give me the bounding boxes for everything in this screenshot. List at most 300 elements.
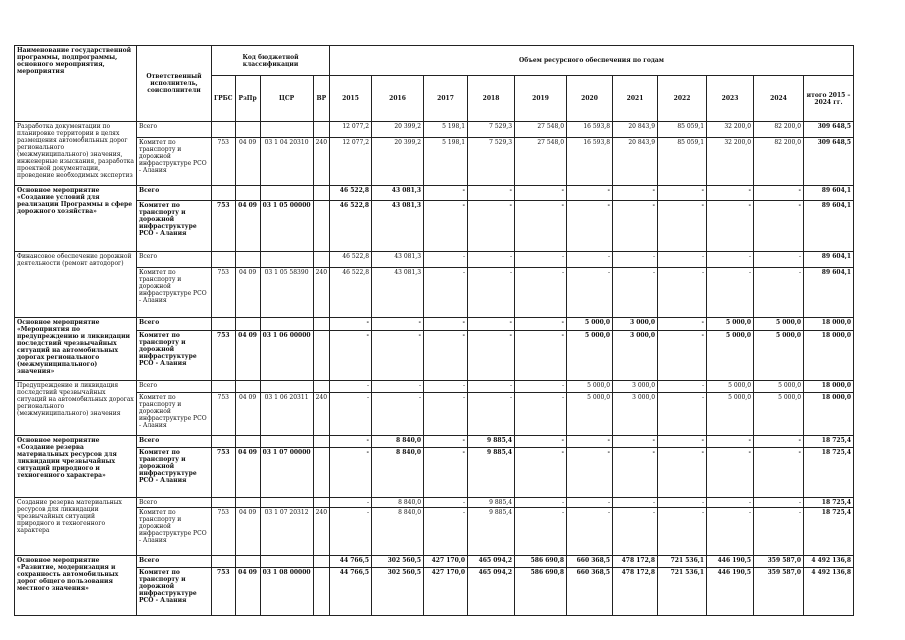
value-cell: 7 529,3 [468, 122, 515, 138]
value-cell: - [613, 186, 658, 201]
value-cell: 9 885,4 [468, 498, 515, 508]
value-cell: 660 368,5 [567, 556, 613, 568]
value-cell: - [515, 393, 567, 436]
value-cell: 85 059,1 [658, 138, 707, 186]
code-cell-empty [235, 186, 260, 201]
value-cell: - [424, 252, 468, 268]
vr-cell: 240 [313, 138, 329, 186]
code-cell-empty [260, 318, 313, 331]
value-cell: 446 190,5 [707, 568, 754, 616]
value-cell: 9 885,4 [468, 436, 515, 448]
value-cell: - [707, 201, 754, 252]
grbs-cell: 753 [212, 568, 236, 616]
csr-cell: 03 1 07 20312 [260, 508, 313, 556]
value-cell: - [613, 436, 658, 448]
code-cell-empty [212, 436, 236, 448]
value-cell: - [468, 201, 515, 252]
row-executor-all: Всего [137, 436, 212, 448]
value-cell: 478 172,8 [613, 568, 658, 616]
value-cell: 478 172,8 [613, 556, 658, 568]
code-cell-empty [235, 436, 260, 448]
code-cell-empty [260, 498, 313, 508]
header-total: итого 2015 – 2024 гг. [804, 76, 854, 122]
value-cell: - [515, 498, 567, 508]
value-cell: 46 522,8 [330, 268, 372, 318]
header-grbs: ГРБС [212, 76, 236, 122]
total-cell: 18 000,0 [804, 381, 854, 393]
value-cell: - [707, 448, 754, 498]
row-executor: Комитет по транспорту и дорожной инфраструктуре РСО - Алания [137, 448, 212, 498]
vr-cell: 240 [313, 508, 329, 556]
value-cell: - [658, 252, 707, 268]
value-cell: - [515, 448, 567, 498]
grbs-cell: 753 [212, 448, 236, 498]
vr-cell: 240 [313, 393, 329, 436]
value-cell: - [468, 318, 515, 331]
value-cell: - [424, 381, 468, 393]
value-cell: 5 000,0 [707, 381, 754, 393]
value-cell: - [330, 381, 372, 393]
value-cell: 586 690,8 [515, 556, 567, 568]
value-cell: 85 059,1 [658, 122, 707, 138]
value-cell: 5 000,0 [754, 318, 804, 331]
value-cell: - [567, 201, 613, 252]
value-cell: - [468, 393, 515, 436]
value-cell: 586 690,8 [515, 568, 567, 616]
code-cell-empty [212, 186, 236, 201]
row-executor-all: Всего [137, 381, 212, 393]
value-cell: 446 190,5 [707, 556, 754, 568]
row-name: Создание резерва материальных ресурсов для ликвидации чрезвычайных ситуаций природного и техногенного характера [15, 498, 137, 556]
value-cell: - [658, 381, 707, 393]
value-cell: - [658, 448, 707, 498]
total-cell: 18 000,0 [804, 393, 854, 436]
table-row [15, 498, 854, 508]
code-cell-empty [313, 122, 329, 138]
total-cell: 89 604,1 [804, 268, 854, 318]
value-cell: 46 522,8 [330, 252, 372, 268]
row-executor-all: Всего [137, 252, 212, 268]
code-cell-empty [235, 122, 260, 138]
total-cell: 18 000,0 [804, 331, 854, 381]
value-cell: 3 000,0 [613, 381, 658, 393]
total-cell: 89 604,1 [804, 252, 854, 268]
row-executor-all: Всего [137, 556, 212, 568]
total-cell: 18 000,0 [804, 318, 854, 331]
value-cell: - [330, 498, 372, 508]
rzpr-cell: 04 09 [235, 138, 260, 186]
vr-cell [313, 568, 329, 616]
value-cell: 5 000,0 [754, 381, 804, 393]
value-cell: - [372, 381, 424, 393]
header-name: Наименование государственной программы, подпрограммы, основного мероприятия, мероприятия [15, 46, 137, 122]
value-cell: 20 843,9 [613, 122, 658, 138]
rzpr-cell: 04 09 [235, 201, 260, 252]
value-cell: 5 198,1 [424, 138, 468, 186]
value-cell: - [330, 393, 372, 436]
code-cell-empty [260, 122, 313, 138]
row-executor: Комитет по транспорту и дорожной инфраструктуре РСО - Алания [137, 138, 212, 186]
total-cell: 89 604,1 [804, 201, 854, 252]
row-executor: Комитет по транспорту и дорожной инфраструктуре РСО - Алания [137, 331, 212, 381]
table-row [15, 138, 854, 186]
row-executor: Комитет по транспорту и дорожной инфраструктуре РСО - Алания [137, 201, 212, 252]
value-cell: 5 000,0 [567, 331, 613, 381]
value-cell: 12 077,2 [330, 138, 372, 186]
header-row-1 [15, 46, 854, 76]
value-cell: - [754, 186, 804, 201]
value-cell: 82 200,0 [754, 138, 804, 186]
value-cell: - [658, 393, 707, 436]
value-cell: - [372, 318, 424, 331]
value-cell: - [372, 331, 424, 381]
value-cell: 44 766,5 [330, 568, 372, 616]
code-cell-empty [313, 252, 329, 268]
code-cell-empty [313, 186, 329, 201]
table-row [15, 201, 854, 252]
vr-cell [313, 448, 329, 498]
value-cell: 8 840,0 [372, 508, 424, 556]
table-row [15, 381, 854, 393]
csr-cell: 03 1 05 58390 [260, 268, 313, 318]
value-cell: 5 000,0 [707, 331, 754, 381]
row-executor-all: Всего [137, 498, 212, 508]
table-row [15, 186, 854, 201]
value-cell: - [515, 318, 567, 331]
table-row [15, 508, 854, 556]
value-cell: 660 368,5 [567, 568, 613, 616]
value-cell: 3 000,0 [613, 318, 658, 331]
value-cell: 5 000,0 [567, 318, 613, 331]
value-cell: 5 000,0 [567, 393, 613, 436]
value-cell: - [707, 498, 754, 508]
rzpr-cell: 04 09 [235, 331, 260, 381]
csr-cell: 03 1 06 20311 [260, 393, 313, 436]
total-cell: 18 725,4 [804, 508, 854, 556]
table-row [15, 556, 854, 568]
value-cell: - [707, 436, 754, 448]
table-row [15, 436, 854, 448]
code-cell-empty [235, 318, 260, 331]
value-cell: - [330, 436, 372, 448]
vr-cell [313, 331, 329, 381]
grbs-cell: 753 [212, 138, 236, 186]
total-cell: 4 492 136,8 [804, 568, 854, 616]
row-executor-all: Всего [137, 318, 212, 331]
value-cell: 9 885,4 [468, 448, 515, 498]
budget-table [14, 45, 854, 616]
value-cell: - [567, 498, 613, 508]
value-cell: 43 081,3 [372, 252, 424, 268]
value-cell: - [613, 252, 658, 268]
value-cell: 46 522,8 [330, 201, 372, 252]
code-cell-empty [235, 498, 260, 508]
total-cell: 4 492 136,8 [804, 556, 854, 568]
value-cell: 32 200,0 [707, 122, 754, 138]
value-cell: - [567, 436, 613, 448]
value-cell: 16 593,8 [567, 138, 613, 186]
grbs-cell: 753 [212, 268, 236, 318]
value-cell: - [754, 268, 804, 318]
value-cell: 465 094,2 [468, 556, 515, 568]
value-cell: - [658, 508, 707, 556]
total-cell: 18 725,4 [804, 436, 854, 448]
row-name: Основное мероприятие «Мероприятия по предупреждению и ликвидации последствий чрезвычайных ситуаций на автомобильных дорогах регионального (межмуниципального) значения» [15, 318, 137, 381]
value-cell: 3 000,0 [613, 331, 658, 381]
value-cell: - [754, 252, 804, 268]
code-cell-empty [313, 318, 329, 331]
value-cell: 9 885,4 [468, 508, 515, 556]
value-cell: - [567, 186, 613, 201]
value-cell: - [707, 252, 754, 268]
value-cell: - [754, 201, 804, 252]
row-executor-all: Всего [137, 186, 212, 201]
value-cell: - [424, 201, 468, 252]
value-cell: - [468, 381, 515, 393]
value-cell: - [515, 268, 567, 318]
value-cell: 32 200,0 [707, 138, 754, 186]
value-cell: 427 170,0 [424, 556, 468, 568]
code-cell-empty [313, 498, 329, 508]
table-row [15, 393, 854, 436]
csr-cell: 03 1 05 00000 [260, 201, 313, 252]
value-cell: - [515, 331, 567, 381]
value-cell: - [330, 318, 372, 331]
value-cell: - [613, 268, 658, 318]
value-cell: - [515, 436, 567, 448]
value-cell: - [372, 393, 424, 436]
code-cell-empty [235, 381, 260, 393]
value-cell: - [468, 331, 515, 381]
row-executor: Комитет по транспорту и дорожной инфраструктуре РСО - Алания [137, 508, 212, 556]
grbs-cell: 753 [212, 508, 236, 556]
rzpr-cell: 04 09 [235, 508, 260, 556]
table-row [15, 268, 854, 318]
value-cell: - [515, 508, 567, 556]
value-cell: 27 548,0 [515, 122, 567, 138]
total-cell: 18 725,4 [804, 498, 854, 508]
header-year: 2019 [515, 76, 567, 122]
row-executor: Комитет по транспорту и дорожной инфраструктуре РСО - Алания [137, 568, 212, 616]
table-row [15, 122, 854, 138]
code-cell-empty [313, 381, 329, 393]
value-cell: 46 522,8 [330, 186, 372, 201]
value-cell: - [567, 268, 613, 318]
csr-cell: 03 1 04 20310 [260, 138, 313, 186]
value-cell: 43 081,3 [372, 268, 424, 318]
rzpr-cell: 04 09 [235, 448, 260, 498]
rzpr-cell: 04 09 [235, 393, 260, 436]
csr-cell: 03 1 06 00000 [260, 331, 313, 381]
vr-cell [313, 201, 329, 252]
header-executor: Ответственный исполнитель, соисполнители [137, 46, 212, 122]
table-row [15, 318, 854, 331]
value-cell: 721 536,1 [658, 556, 707, 568]
value-cell: 8 840,0 [372, 498, 424, 508]
value-cell: 16 593,8 [567, 122, 613, 138]
value-cell: - [567, 448, 613, 498]
csr-cell: 03 1 08 00000 [260, 568, 313, 616]
value-cell: - [424, 318, 468, 331]
value-cell: - [515, 201, 567, 252]
value-cell: - [567, 508, 613, 556]
value-cell: - [613, 448, 658, 498]
value-cell: 359 587,0 [754, 568, 804, 616]
row-executor-all: Всего [137, 122, 212, 138]
value-cell: - [424, 498, 468, 508]
value-cell: - [468, 252, 515, 268]
value-cell: 20 399,2 [372, 122, 424, 138]
row-name: Предупреждение и ликвидация последствий чрезвычайных ситуаций на автомобильных дорогах регионального (межмуниципального) значения [15, 381, 137, 436]
value-cell: - [613, 508, 658, 556]
value-cell: - [613, 201, 658, 252]
value-cell: - [658, 436, 707, 448]
value-cell: - [754, 498, 804, 508]
value-cell: 302 560,5 [372, 568, 424, 616]
value-cell: - [658, 318, 707, 331]
value-cell: - [424, 436, 468, 448]
total-cell: 89 604,1 [804, 186, 854, 201]
value-cell: - [754, 508, 804, 556]
value-cell: 20 399,2 [372, 138, 424, 186]
value-cell: - [658, 201, 707, 252]
value-cell: - [515, 186, 567, 201]
row-name: Финансовое обеспечение дорожной деятельности (ремонт автодорог) [15, 252, 137, 318]
value-cell: - [658, 498, 707, 508]
value-cell: - [613, 498, 658, 508]
grbs-cell: 753 [212, 201, 236, 252]
value-cell: 5 000,0 [754, 393, 804, 436]
value-cell: 302 560,5 [372, 556, 424, 568]
value-cell: - [515, 381, 567, 393]
code-cell-empty [212, 556, 236, 568]
table-row [15, 252, 854, 268]
row-executor: Комитет по транспорту и дорожной инфраструктуре РСО - Алания [137, 268, 212, 318]
value-cell: - [707, 508, 754, 556]
header-resources: Объем ресурсного обеспечения по годам [330, 46, 854, 76]
value-cell: - [424, 268, 468, 318]
code-cell-empty [235, 556, 260, 568]
value-cell: 27 548,0 [515, 138, 567, 186]
value-cell: - [754, 436, 804, 448]
value-cell: - [754, 448, 804, 498]
code-cell-empty [212, 381, 236, 393]
header-year: 2023 [707, 76, 754, 122]
table-row [15, 448, 854, 498]
rzpr-cell: 04 09 [235, 268, 260, 318]
value-cell: 44 766,5 [330, 556, 372, 568]
header-budget-code: Код бюджетной классификации [212, 46, 330, 76]
value-cell: 5 198,1 [424, 122, 468, 138]
row-name: Разработка документации по планировке территории в целях размещения автомобильных дорог регионального (межмуниципального) значения, инженерные изыскания, разработка проектной документации, проведение необходимых экспертиз [15, 122, 137, 186]
table-body [15, 122, 854, 616]
header-year: 2020 [567, 76, 613, 122]
value-cell: 5 000,0 [707, 318, 754, 331]
total-cell: 18 725,4 [804, 448, 854, 498]
value-cell: 465 094,2 [468, 568, 515, 616]
value-cell: - [658, 331, 707, 381]
header-year: 2021 [613, 76, 658, 122]
value-cell: 427 170,0 [424, 568, 468, 616]
value-cell: - [330, 331, 372, 381]
value-cell: - [424, 186, 468, 201]
code-cell-empty [313, 556, 329, 568]
header-rzpr: РзПр [235, 76, 260, 122]
value-cell: 359 587,0 [754, 556, 804, 568]
row-executor: Комитет по транспорту и дорожной инфраструктуре РСО - Алания [137, 393, 212, 436]
value-cell: 20 843,9 [613, 138, 658, 186]
value-cell: - [658, 186, 707, 201]
value-cell: 43 081,3 [372, 201, 424, 252]
header-csr: ЦСР [260, 76, 313, 122]
table-row [15, 331, 854, 381]
table-row [15, 568, 854, 616]
vr-cell: 240 [313, 268, 329, 318]
value-cell: 3 000,0 [613, 393, 658, 436]
value-cell: - [468, 268, 515, 318]
value-cell: 12 077,2 [330, 122, 372, 138]
header-year: 2016 [372, 76, 424, 122]
value-cell: 43 081,3 [372, 186, 424, 201]
value-cell: 721 536,1 [658, 568, 707, 616]
code-cell-empty [260, 556, 313, 568]
header-year: 2024 [754, 76, 804, 122]
row-name: Основное мероприятие «Развитие, модернизация и сохранность автомобильных дорог общего пользования местного значения» [15, 556, 137, 616]
value-cell: - [330, 448, 372, 498]
value-cell: 5 000,0 [707, 393, 754, 436]
value-cell: - [424, 508, 468, 556]
code-cell-empty [260, 436, 313, 448]
header-year: 2018 [468, 76, 515, 122]
header-vr: ВР [313, 76, 329, 122]
csr-cell: 03 1 07 00000 [260, 448, 313, 498]
header-year: 2017 [424, 76, 468, 122]
row-name: Основное мероприятие «Создание условий для реализации Программы в сфере дорожного хозяйства» [15, 186, 137, 252]
code-cell-empty [212, 122, 236, 138]
code-cell-empty [260, 381, 313, 393]
value-cell: - [515, 252, 567, 268]
value-cell: 8 840,0 [372, 436, 424, 448]
value-cell: 82 200,0 [754, 122, 804, 138]
header-year: 2015 [330, 76, 372, 122]
code-cell-empty [212, 318, 236, 331]
grbs-cell: 753 [212, 331, 236, 381]
value-cell: - [658, 268, 707, 318]
code-cell-empty [212, 498, 236, 508]
value-cell: - [330, 508, 372, 556]
code-cell-empty [313, 436, 329, 448]
value-cell: 5 000,0 [567, 381, 613, 393]
value-cell: - [468, 186, 515, 201]
rzpr-cell: 04 09 [235, 568, 260, 616]
header-year: 2022 [658, 76, 707, 122]
code-cell-empty [260, 252, 313, 268]
code-cell-empty [235, 252, 260, 268]
value-cell: - [707, 268, 754, 318]
value-cell: - [567, 252, 613, 268]
code-cell-empty [260, 186, 313, 201]
total-cell: 309 648,5 [804, 138, 854, 186]
value-cell: 5 000,0 [754, 331, 804, 381]
value-cell: 8 840,0 [372, 448, 424, 498]
value-cell: - [707, 186, 754, 201]
value-cell: - [424, 331, 468, 381]
grbs-cell: 753 [212, 393, 236, 436]
row-name: Основное мероприятие «Создание резерва материальных ресурсов для ликвидации чрезвычайных ситуаций природного и техногенного характера» [15, 436, 137, 498]
total-cell: 309 648,5 [804, 122, 854, 138]
code-cell-empty [212, 252, 236, 268]
value-cell: - [424, 393, 468, 436]
